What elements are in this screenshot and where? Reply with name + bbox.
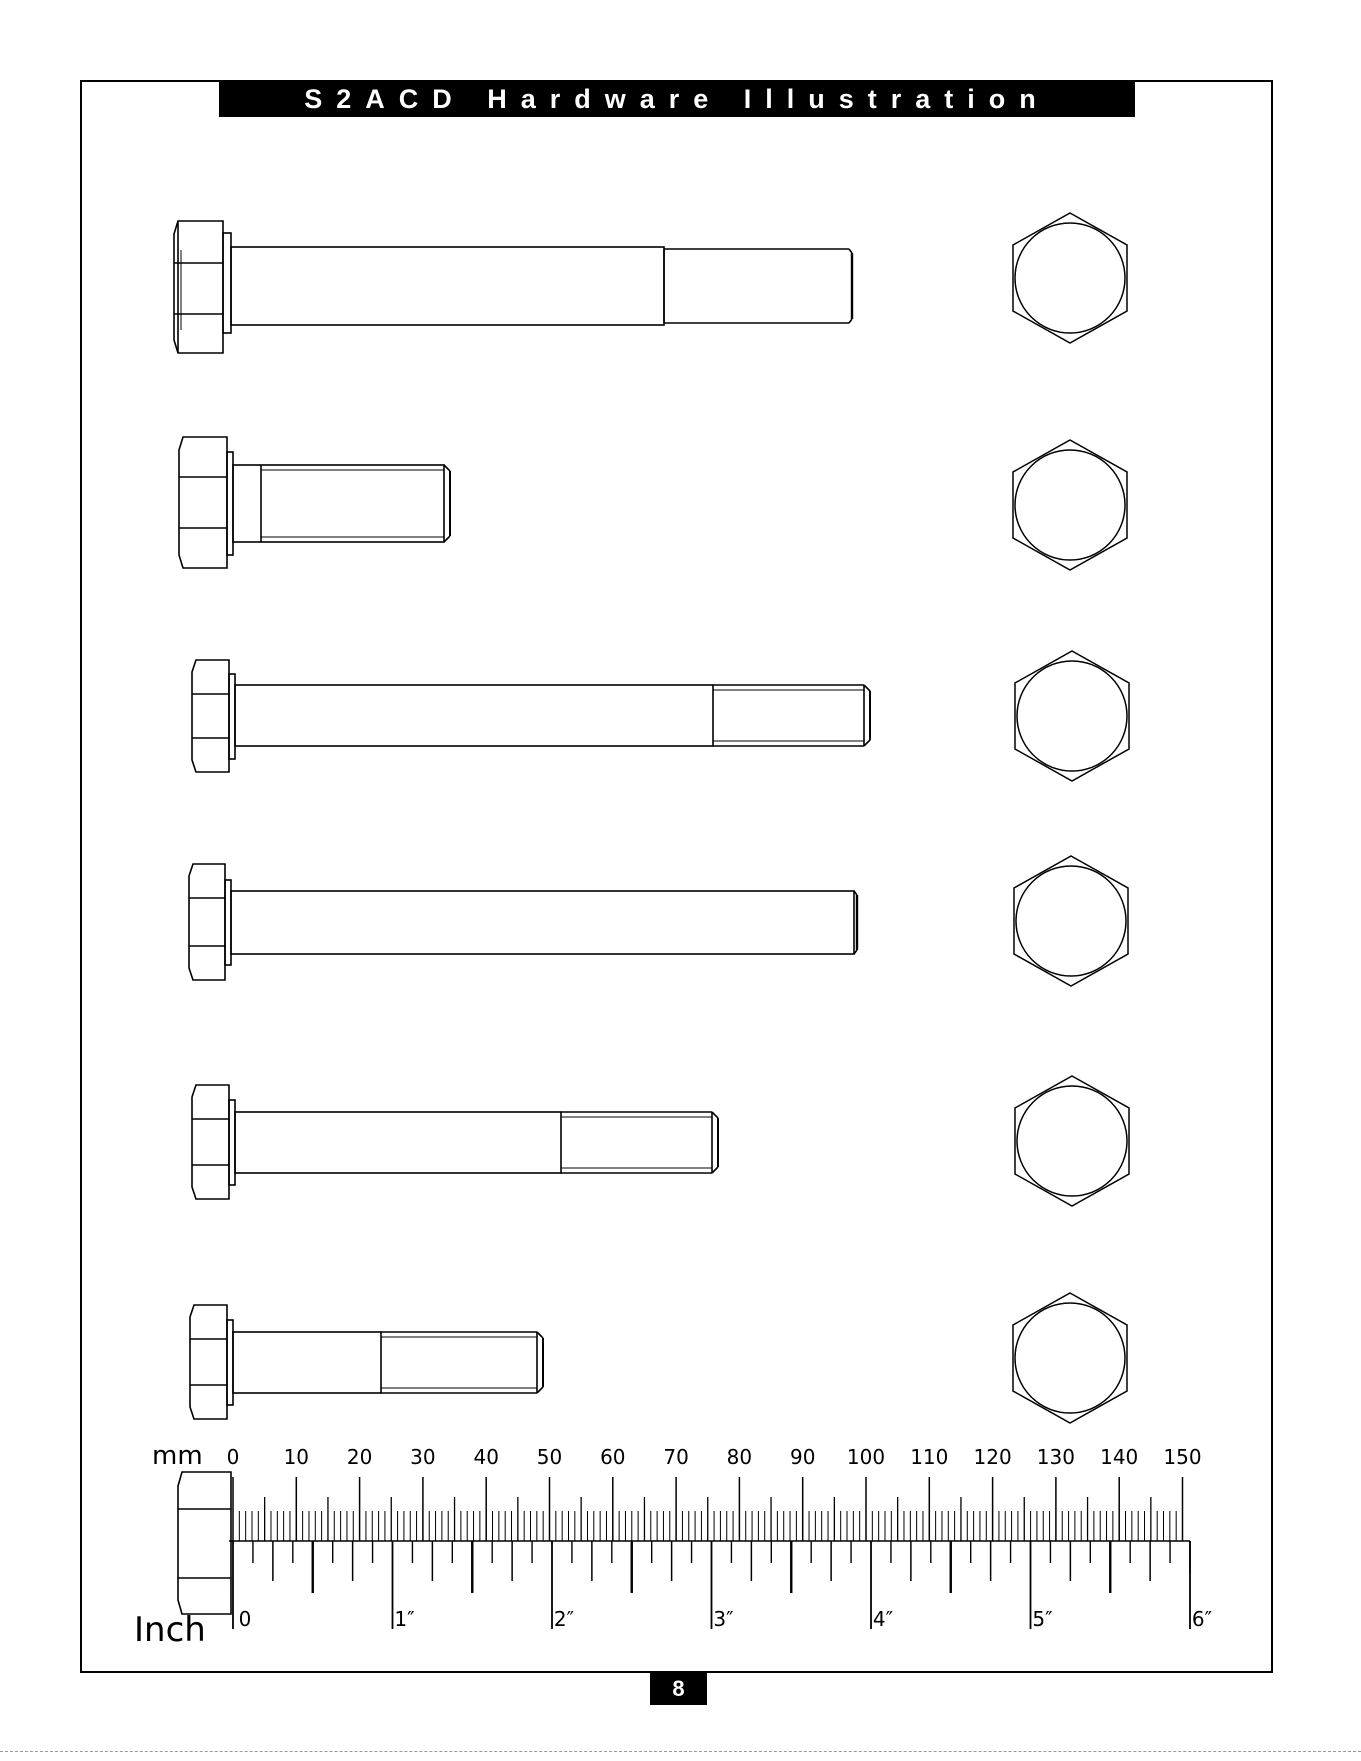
bolt-4-side-view xyxy=(189,864,857,980)
mm-tick-label: 150 xyxy=(1163,1445,1202,1469)
ruler-bolt-head xyxy=(178,1472,231,1614)
inch-tick-labels xyxy=(239,1607,1212,1631)
bolt-2-side-view xyxy=(179,437,450,568)
bolt-3-head-view xyxy=(1015,651,1129,781)
inch-tick-label: 1″ xyxy=(394,1607,415,1631)
mm-tick-labels xyxy=(227,1445,1202,1469)
mm-tick-label: 20 xyxy=(346,1445,373,1469)
mm-tick-label: 100 xyxy=(846,1445,886,1469)
mm-unit-label: mm xyxy=(152,1441,203,1471)
inch-unit-label: Inch xyxy=(134,1610,206,1650)
bolt-1-head-view xyxy=(1013,213,1127,343)
mm-tick-label: 70 xyxy=(663,1445,689,1469)
mm-tick-label: 30 xyxy=(410,1445,436,1469)
mm-tick-label: 10 xyxy=(283,1445,310,1469)
mm-tick-label: 50 xyxy=(536,1445,563,1469)
inch-tick-label: 6″ xyxy=(1191,1607,1213,1631)
page-title: S2ACD Hardware Illustration xyxy=(219,82,1135,117)
bolt-5-side-view xyxy=(192,1085,718,1199)
bolt-6-head-view xyxy=(1013,1293,1127,1423)
bolt-1-side-view xyxy=(174,221,852,353)
mm-tick-label: 140 xyxy=(1100,1445,1139,1469)
mm-tick-label: 60 xyxy=(600,1445,626,1469)
mm-tick-label: 110 xyxy=(910,1445,949,1469)
mm-tick-label: 90 xyxy=(789,1445,816,1469)
mm-tick-label: 0 xyxy=(226,1445,240,1469)
bolt-2-head-view xyxy=(1013,440,1127,570)
mm-tick-label: 120 xyxy=(973,1445,1012,1469)
inch-tick-label: 3″ xyxy=(713,1607,734,1631)
mm-tick-label: 80 xyxy=(726,1445,753,1469)
bolt-4-head-view xyxy=(1014,856,1128,986)
inch-tick-label: 4″ xyxy=(872,1607,894,1631)
page-bottom-rule xyxy=(0,1751,1361,1752)
bolt-6-side-view xyxy=(190,1305,543,1419)
mm-tick-label: 130 xyxy=(1036,1445,1075,1469)
inch-tick-label: 2″ xyxy=(553,1607,575,1631)
inch-tick-label: 0 xyxy=(238,1607,252,1631)
bolt-3-side-view xyxy=(192,660,870,772)
bolt-5-head-view xyxy=(1015,1076,1129,1206)
page-number: 8 xyxy=(650,1673,707,1705)
mm-tick-label: 40 xyxy=(473,1445,499,1469)
inch-tick-label: 5″ xyxy=(1032,1607,1053,1631)
